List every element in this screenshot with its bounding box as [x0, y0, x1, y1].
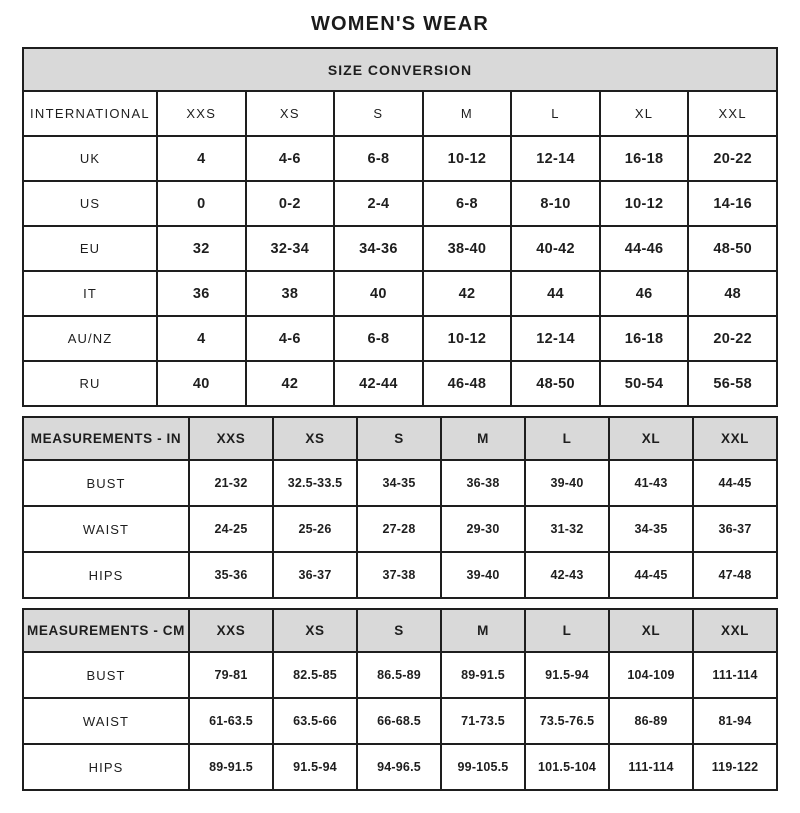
cell-it: 44 — [511, 271, 600, 316]
cell-hips: 39-40 — [441, 552, 525, 598]
row-label-ru: RU — [23, 361, 157, 406]
cell-bust: 32.5-33.5 — [273, 460, 357, 506]
column-header-xxl: XXL — [688, 91, 777, 136]
table-row-hips — [23, 744, 777, 790]
table-row-au-nz — [23, 316, 777, 361]
cell-bust: 111-114 — [693, 652, 777, 698]
cell-eu: 48-50 — [688, 226, 777, 271]
size-chart-page — [22, 13, 778, 791]
column-header-xs: XS — [273, 417, 357, 460]
cell-bust: 82.5-85 — [273, 652, 357, 698]
cell-hips: 101.5-104 — [525, 744, 609, 790]
cell-hips: 36-37 — [273, 552, 357, 598]
cell-it: 40 — [334, 271, 423, 316]
measurements-in-table — [22, 416, 778, 599]
table-row-it — [23, 271, 777, 316]
cell-ru: 48-50 — [511, 361, 600, 406]
cell-us: 14-16 — [688, 181, 777, 226]
row-label-eu: EU — [23, 226, 157, 271]
cell-it: 48 — [688, 271, 777, 316]
column-header-s: S — [357, 417, 441, 460]
measurements-cm-body — [23, 652, 777, 790]
measurements-cm-table — [22, 608, 778, 791]
column-header-l: L — [511, 91, 600, 136]
cell-bust: 86.5-89 — [357, 652, 441, 698]
row-label-bust: BUST — [23, 460, 189, 506]
cell-au-nz: 12-14 — [511, 316, 600, 361]
cell-hips: 44-45 — [609, 552, 693, 598]
page-title: WOMEN'S WEAR — [310, 13, 490, 35]
cell-waist: 71-73.5 — [441, 698, 525, 744]
table-row-us — [23, 181, 777, 226]
row-label-uk: UK — [23, 136, 157, 181]
row-label-waist: WAIST — [23, 506, 189, 552]
column-header-m: M — [441, 609, 525, 652]
cell-it: 38 — [246, 271, 335, 316]
cell-hips: 35-36 — [189, 552, 273, 598]
cell-au-nz: 4-6 — [246, 316, 335, 361]
cell-au-nz: 20-22 — [688, 316, 777, 361]
column-header-measurements-in: MEASUREMENTS - IN — [23, 417, 189, 460]
column-header-s: S — [334, 91, 423, 136]
cell-uk: 20-22 — [688, 136, 777, 181]
cell-eu: 32 — [157, 226, 246, 271]
column-header-international: INTERNATIONAL — [23, 91, 157, 136]
cell-bust: 79-81 — [189, 652, 273, 698]
column-header-row — [23, 417, 777, 460]
cell-waist: 61-63.5 — [189, 698, 273, 744]
cell-eu: 40-42 — [511, 226, 600, 271]
cell-uk: 10-12 — [423, 136, 512, 181]
cell-hips: 37-38 — [357, 552, 441, 598]
size-conversion-body — [23, 136, 777, 406]
cell-au-nz: 10-12 — [423, 316, 512, 361]
cell-hips: 47-48 — [693, 552, 777, 598]
column-header-xs: XS — [273, 609, 357, 652]
cell-uk: 4 — [157, 136, 246, 181]
table-row-waist — [23, 698, 777, 744]
cell-waist: 34-35 — [609, 506, 693, 552]
cell-eu: 44-46 — [600, 226, 689, 271]
table-row-uk — [23, 136, 777, 181]
cell-waist: 66-68.5 — [357, 698, 441, 744]
cell-it: 46 — [600, 271, 689, 316]
cell-bust: 44-45 — [693, 460, 777, 506]
row-label-hips: HIPS — [23, 552, 189, 598]
section-band-row — [23, 48, 777, 91]
cell-hips: 94-96.5 — [357, 744, 441, 790]
cell-ru: 50-54 — [600, 361, 689, 406]
cell-bust: 104-109 — [609, 652, 693, 698]
column-header-xl: XL — [600, 91, 689, 136]
measurements-in-body — [23, 460, 777, 598]
column-header-xxs: XXS — [189, 609, 273, 652]
cell-waist: 31-32 — [525, 506, 609, 552]
column-header-l: L — [525, 417, 609, 460]
cell-us: 0 — [157, 181, 246, 226]
cell-hips: 89-91.5 — [189, 744, 273, 790]
column-header-l: L — [525, 609, 609, 652]
cell-waist: 25-26 — [273, 506, 357, 552]
cell-uk: 6-8 — [334, 136, 423, 181]
row-label-waist: WAIST — [23, 698, 189, 744]
cell-waist: 63.5-66 — [273, 698, 357, 744]
column-header-measurements-cm: MEASUREMENTS - CM — [23, 609, 189, 652]
table-row-bust — [23, 460, 777, 506]
cell-it: 42 — [423, 271, 512, 316]
cell-waist: 27-28 — [357, 506, 441, 552]
column-header-xl: XL — [609, 609, 693, 652]
cell-it: 36 — [157, 271, 246, 316]
cell-ru: 46-48 — [423, 361, 512, 406]
table-row-waist — [23, 506, 777, 552]
size-conversion-table — [22, 47, 778, 407]
row-label-au-nz: AU/NZ — [23, 316, 157, 361]
cell-hips: 91.5-94 — [273, 744, 357, 790]
column-header-xxl: XXL — [693, 609, 777, 652]
cell-ru: 42-44 — [334, 361, 423, 406]
cell-waist: 73.5-76.5 — [525, 698, 609, 744]
cell-waist: 36-37 — [693, 506, 777, 552]
cell-uk: 12-14 — [511, 136, 600, 181]
cell-waist: 29-30 — [441, 506, 525, 552]
table-row-bust — [23, 652, 777, 698]
cell-bust: 39-40 — [525, 460, 609, 506]
row-label-it: IT — [23, 271, 157, 316]
cell-us: 2-4 — [334, 181, 423, 226]
column-header-xxs: XXS — [189, 417, 273, 460]
cell-uk: 4-6 — [246, 136, 335, 181]
column-header-xl: XL — [609, 417, 693, 460]
cell-ru: 56-58 — [688, 361, 777, 406]
cell-hips: 42-43 — [525, 552, 609, 598]
cell-eu: 34-36 — [334, 226, 423, 271]
cell-bust: 91.5-94 — [525, 652, 609, 698]
cell-us: 0-2 — [246, 181, 335, 226]
column-header-s: S — [357, 609, 441, 652]
cell-au-nz: 16-18 — [600, 316, 689, 361]
table-row-ru — [23, 361, 777, 406]
column-header-row — [23, 609, 777, 652]
column-header-xs: XS — [246, 91, 335, 136]
cell-eu: 38-40 — [423, 226, 512, 271]
table-row-eu — [23, 226, 777, 271]
cell-bust: 21-32 — [189, 460, 273, 506]
row-label-hips: HIPS — [23, 744, 189, 790]
cell-hips: 111-114 — [609, 744, 693, 790]
column-header-xxl: XXL — [693, 417, 777, 460]
column-header-row — [23, 91, 777, 136]
cell-uk: 16-18 — [600, 136, 689, 181]
cell-bust: 36-38 — [441, 460, 525, 506]
cell-us: 6-8 — [423, 181, 512, 226]
row-label-us: US — [23, 181, 157, 226]
cell-au-nz: 6-8 — [334, 316, 423, 361]
column-header-m: M — [441, 417, 525, 460]
column-header-m: M — [423, 91, 512, 136]
cell-us: 10-12 — [600, 181, 689, 226]
cell-au-nz: 4 — [157, 316, 246, 361]
cell-hips: 99-105.5 — [441, 744, 525, 790]
size-conversion-section-title: SIZE CONVERSION — [23, 48, 777, 91]
cell-bust: 41-43 — [609, 460, 693, 506]
cell-hips: 119-122 — [693, 744, 777, 790]
cell-eu: 32-34 — [246, 226, 335, 271]
cell-bust: 89-91.5 — [441, 652, 525, 698]
cell-waist: 86-89 — [609, 698, 693, 744]
cell-bust: 34-35 — [357, 460, 441, 506]
cell-waist: 81-94 — [693, 698, 777, 744]
cell-ru: 42 — [246, 361, 335, 406]
cell-waist: 24-25 — [189, 506, 273, 552]
column-header-xxs: XXS — [157, 91, 246, 136]
cell-ru: 40 — [157, 361, 246, 406]
row-label-bust: BUST — [23, 652, 189, 698]
table-row-hips — [23, 552, 777, 598]
cell-us: 8-10 — [511, 181, 600, 226]
